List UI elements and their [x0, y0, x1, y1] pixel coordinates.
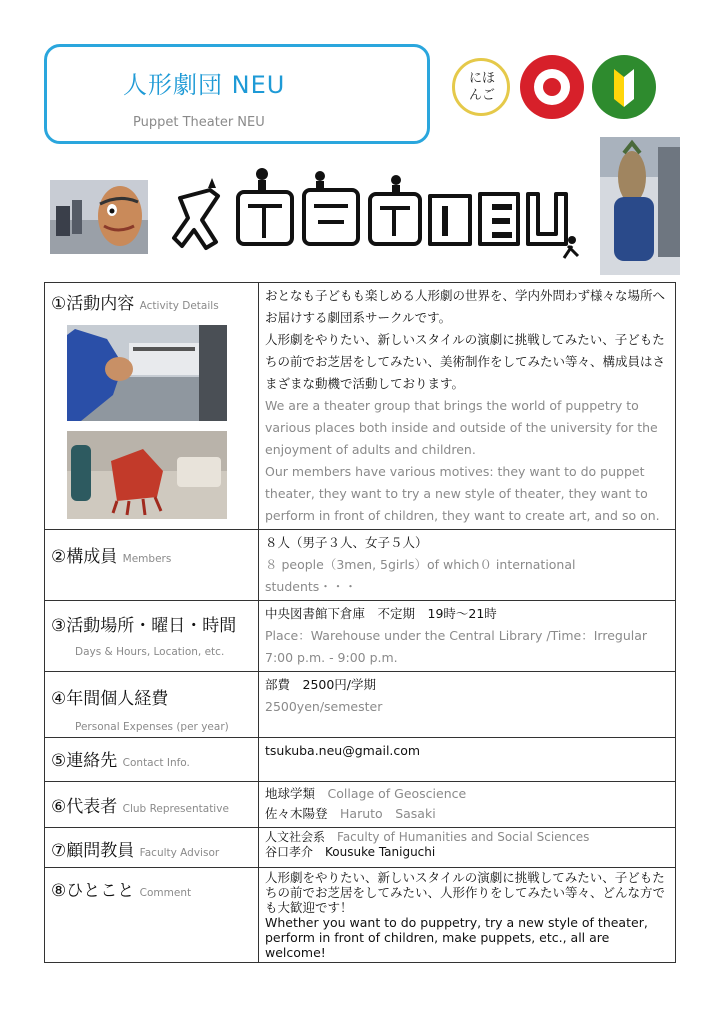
advisor-content-cell	[259, 828, 676, 868]
activity-text-en-2: Our members have various motives: they want to do puppet theater, they want to try a new style of theater, they want to perform in front of children, they want to create art, and so on.	[265, 464, 660, 523]
representative-college-en: Collage of Geoscience	[327, 786, 467, 801]
comment-title: ⑧ひとこと	[51, 881, 135, 901]
table-row	[45, 530, 676, 601]
expenses-text-en: 2500yen/semester	[265, 699, 383, 714]
page-title: 人形劇団 NEU	[123, 71, 286, 99]
table-row	[45, 868, 676, 963]
activity-label-cell	[45, 283, 259, 530]
advisor-faculty-jp: 人文社会系	[265, 830, 326, 844]
info-table	[44, 282, 676, 963]
representative-subtitle: Club Representative	[122, 803, 229, 815]
location-content-cell	[259, 601, 676, 672]
nihongo-badge	[452, 58, 510, 116]
nihongo-badge-label: にほんご	[468, 71, 495, 103]
representative-name-en: Haruto Sasaki	[340, 806, 436, 821]
expenses-title: ④年間個人経費	[51, 689, 169, 709]
contact-subtitle: Contact Info.	[122, 757, 190, 769]
comment-content-cell	[259, 868, 676, 963]
comment-subtitle: Comment	[139, 887, 192, 899]
title-box	[44, 44, 430, 144]
activity-text-jp: おとなも子どもも楽しめる人形劇の世界を、学内外問わず様々な場所へお届けする劇団系サークルです。	[265, 288, 666, 325]
location-text-en-2: 7:00 p.m. - 9:00 p.m.	[265, 650, 398, 665]
comment-text-en: Whether you want to do puppetry, try a new style of theater, perform in front of children, make puppets, etc., all are welcome!	[265, 915, 648, 960]
beginner-mark-icon	[592, 55, 656, 119]
activity-photo-1	[67, 325, 227, 421]
advisor-faculty-en: Faculty of Humanities and Social Sciences	[337, 830, 590, 844]
table-row	[45, 283, 676, 530]
comment-text-jp: 人形劇をやりたい、新しいスタイルの演劇に挑戦してみたい、子どもたちの前でお芝居をしてみたい、人形作りをしてみたい等々、どんな方でも大歓迎です！	[265, 870, 666, 915]
table-row	[45, 672, 676, 738]
location-subtitle: Days & Hours, Location, etc.	[75, 646, 225, 658]
expenses-text-jp: 部費 2500円/学期	[265, 677, 377, 692]
advisor-name-en: Kousuke Taniguchi	[325, 845, 436, 859]
advisor-subtitle: Faculty Advisor	[139, 847, 220, 859]
representative-content-cell	[259, 782, 676, 828]
contact-title: ⑤連絡先	[51, 751, 118, 771]
japan-flag-icon	[520, 55, 584, 119]
table-row	[45, 828, 676, 868]
table-row	[45, 601, 676, 672]
location-text-jp: 中央図書館下倉庫 不定期 19時〜21時	[265, 606, 497, 621]
advisor-title: ⑦顧問教員	[51, 841, 135, 861]
members-label-cell	[45, 530, 259, 601]
comment-label-cell	[45, 868, 259, 963]
members-text-jp: ８人（男子３人、女子５人）	[265, 535, 428, 550]
members-content-cell	[259, 530, 676, 601]
activity-text-en: We are a theater group that brings the world of puppetry to various places both inside and outside of the university for the enjoyment of adults and children.	[265, 398, 658, 457]
activity-title: ①活動内容	[51, 294, 135, 314]
members-subtitle: Members	[122, 553, 172, 565]
members-text-en: ８ people（3men, 5girls）of which０ international students・・・	[265, 557, 576, 594]
expenses-subtitle: Personal Expenses (per year)	[75, 721, 229, 733]
activity-photo-2	[67, 431, 227, 519]
page-subtitle: Puppet Theater NEU	[133, 115, 265, 130]
expenses-content-cell	[259, 672, 676, 738]
expenses-label-cell	[45, 672, 259, 738]
representative-label-cell	[45, 782, 259, 828]
advisor-label-cell	[45, 828, 259, 868]
table-row	[45, 782, 676, 828]
activity-text-jp-2: 人形劇をやりたい、新しいスタイルの演劇に挑戦してみたい、子どもたちの前でお芝居をしてみたい、美術制作をしてみたい等々、構成員はさまざまな動機で活動しております。	[265, 332, 666, 391]
table-row	[45, 738, 676, 782]
puppet-photo-left	[50, 180, 148, 254]
activity-subtitle: Activity Details	[139, 300, 219, 312]
location-text-en: Place：Warehouse under the Central Library /Time：Irregular	[265, 628, 648, 643]
location-label-cell	[45, 601, 259, 672]
members-title: ②構成員	[51, 547, 118, 567]
advisor-name-jp: 谷口孝介	[265, 845, 314, 859]
logo-artwork	[168, 160, 588, 260]
contact-content-cell	[259, 738, 676, 782]
location-title: ③活動場所・曜日・時間	[51, 616, 237, 636]
representative-name-jp: 佐々木陽登	[265, 806, 328, 821]
activity-content-cell	[259, 283, 676, 530]
representative-title: ⑥代表者	[51, 797, 118, 817]
puppet-photo-right	[600, 137, 680, 275]
contact-email: tsukuba.neu@gmail.com	[265, 743, 421, 758]
contact-label-cell	[45, 738, 259, 782]
representative-college-jp: 地球学類	[265, 786, 316, 801]
